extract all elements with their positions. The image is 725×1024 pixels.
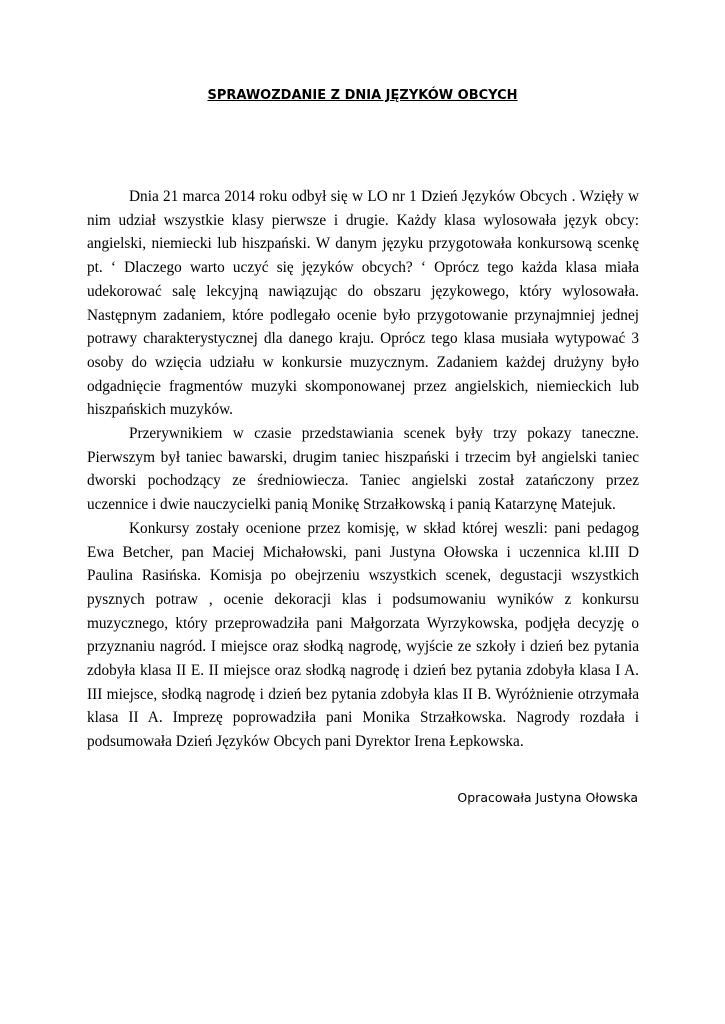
document-title: SPRAWOZDANIE Z DNIA JĘZYKÓW OBCYCH [207, 88, 518, 103]
signature: Opracowała Justyna Ołowska [457, 790, 638, 805]
paragraph-3: Konkursy zostały ocenione przez komisję, w skład której weszli: pani pedagog Ewa Betcher, pan Maciej Michałowski, pani Justyna Ołowska i uczennica kl.III D Paulina Rasińska. Komisja po obejrzeniu wszystkich scenek, degustacji wszystkich pysznych potraw , ocenie dekoracji klas i podsumowaniu wyników z konkursu muzycznego, który przeprowadziła pani Małgorzata Wyrzykowska, podjęła decyzję o przyznaniu nagród. I miejsce oraz słodką nagrodę, wyjście ze szkoły i dzień bez pytania zdobyła klasa II E. II miejsce oraz słodką nagrodę i dzień bez pytania zdobyła klasa I A. III miejsce, słodką nagrodę i dzień bez pytania zdobyła klas II B. Wyróżnienie otrzymała klasa II A. Imprezę poprowadziła pani Monika Strzałkowska. Nagrody rozdała i podsumowała Dzień Języków Obcych pani Dyrektor Irena Łepkowska. [87, 519, 639, 751]
paragraph-1: Dnia 21 marca 2014 roku odbył się w LO nr 1 Dzień Języków Obcych . Wzięły w nim udział wszystkie klasy pierwsze i drugie. Każdy klasa wylosowała język obcy: angielski, niemiecki lub hiszpański. W danym języku przygotowała konkursową scenkę pt. ‘ Dlaczego warto uczyć się języków obcych? ‘ Oprócz tego każda klasa miała udekorować salę lekcyjną nawiązując do obszaru językowego, który wylosowała. Następnym zadaniem, które podlegało ocenie było przygotowanie przynajmniej jednej potrawy charakterystycznej dla danego kraju. Oprócz tego klasa musiała wytypować 3 osoby do wzięcia udziału w konkursie muzycznym. Zadaniem każdej drużyny było odgadnięcie fragmentów muzyki skomponowanej przez angielskich, niemieckich lub hiszpańskich muzyków. [87, 188, 639, 419]
document-body [87, 185, 639, 754]
paragraph-2: Przerywnikiem w czasie przedstawiania scenek były trzy pokazy taneczne. Pierwszym był taniec bawarski, drugim taniec hiszpański i trzecim był angielski taniec dworski pochodzący ze średniowiecza. Taniec angielski został zatańczony przez uczennice i dwie nauczycielki panią Monikę Strzałkowską i panią Katarzynę Matejuk. [87, 425, 639, 514]
